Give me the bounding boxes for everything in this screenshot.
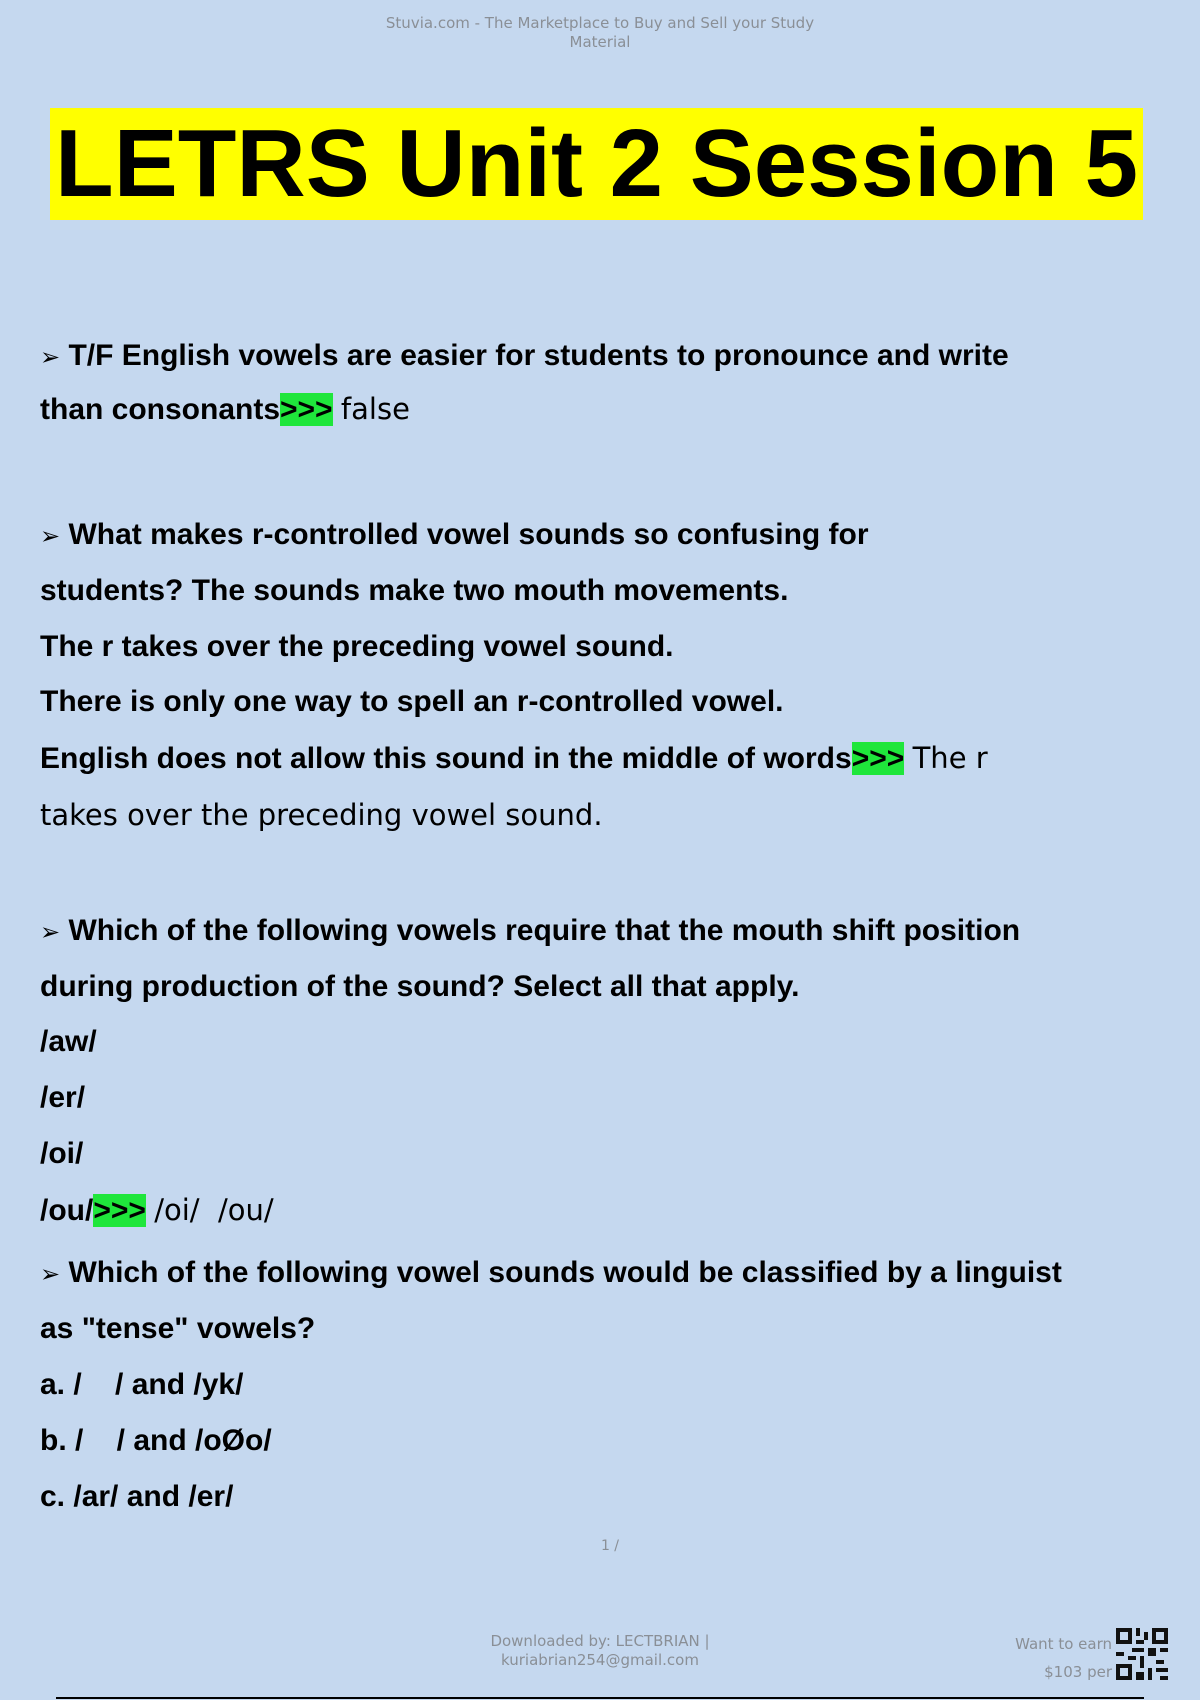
q2-line-1 <box>40 508 1170 563</box>
q1-line-2 <box>40 383 1170 436</box>
q2-line-2: students? The sounds make two mouth movements. <box>40 574 789 607</box>
q3-text-1: Which of the following vowels require that the mouth shift position <box>68 914 1021 947</box>
q4-option-a: a. / / and /yk/ <box>40 1368 244 1401</box>
earn-promo[interactable] <box>960 1630 1112 1686</box>
earn-line-2: $103 per <box>1044 1663 1112 1681</box>
q4-text-1: Which of the following vowel sounds would be classified by a linguist <box>68 1256 1062 1289</box>
q2-answer-2: takes over the preceding vowel sound. <box>40 798 603 832</box>
q3-line-1 <box>40 904 1170 959</box>
page-number: 1 / <box>600 1538 620 1554</box>
download-line-1: Downloaded by: LECTBRIAN | <box>490 1632 710 1650</box>
q1-line-1 <box>40 330 1170 383</box>
q4-line-1 <box>40 1246 1170 1301</box>
q3-text-opt4: /ou/ <box>40 1194 94 1227</box>
download-line-2: kuriabrian254@gmail.com <box>501 1651 699 1669</box>
q3-line-2: during production of the sound? Select all that apply. <box>40 970 800 1003</box>
q3-option-4 <box>40 1182 1170 1239</box>
question-2 <box>40 508 1170 843</box>
stuvia-header <box>340 14 860 52</box>
q1-answer: false <box>340 392 410 426</box>
question-3 <box>40 904 1170 1239</box>
answer-marker: >>> <box>280 393 333 426</box>
q2-answer-1: The r <box>912 741 988 775</box>
title-highlight <box>50 108 1143 220</box>
earn-line-1: Want to earn <box>1015 1635 1112 1653</box>
q1-text-2: than consonants <box>40 393 281 426</box>
question-1 <box>40 330 1170 436</box>
bullet-arrow-icon: ➢ <box>40 1260 61 1288</box>
header-line-2: Material <box>569 33 631 51</box>
q3-option-3: /oi/ <box>40 1137 84 1170</box>
bullet-arrow-icon: ➢ <box>40 343 61 371</box>
q2-line-3: The r takes over the preceding vowel sound. <box>40 630 674 663</box>
q1-text-1: T/F English vowels are easier for students to pronounce and write <box>68 339 1009 372</box>
q4-option-c: c. /ar/ and /er/ <box>40 1480 234 1513</box>
q2-text-5: English does not allow this sound in the middle of words <box>40 742 852 775</box>
qr-code-icon[interactable] <box>1116 1628 1168 1680</box>
q2-text-1: What makes r-controlled vowel sounds so confusing for <box>68 518 869 551</box>
q2-line-5 <box>40 730 1170 787</box>
q3-option-2: /er/ <box>40 1081 86 1114</box>
bullet-arrow-icon: ➢ <box>40 918 61 946</box>
answer-marker: >>> <box>851 742 905 775</box>
download-info <box>440 1632 760 1670</box>
document-title: LETRS Unit 2 Session 5 <box>55 110 1138 217</box>
q4-line-2: as "tense" vowels? <box>40 1312 316 1345</box>
bottom-divider <box>56 1697 1144 1699</box>
q2-line-4: There is only one way to spell an r-controlled vowel. <box>40 685 784 718</box>
bullet-arrow-icon: ➢ <box>40 522 61 550</box>
answer-marker: >>> <box>93 1194 146 1227</box>
q4-option-b: b. / / and /oØo/ <box>40 1424 272 1457</box>
header-line-1: Stuvia.com - The Marketplace to Buy and Sell your Study <box>385 14 815 32</box>
question-4 <box>40 1246 1170 1525</box>
q3-answer: /oi/ /ou/ <box>154 1193 274 1227</box>
q3-option-1: /aw/ <box>40 1025 97 1058</box>
